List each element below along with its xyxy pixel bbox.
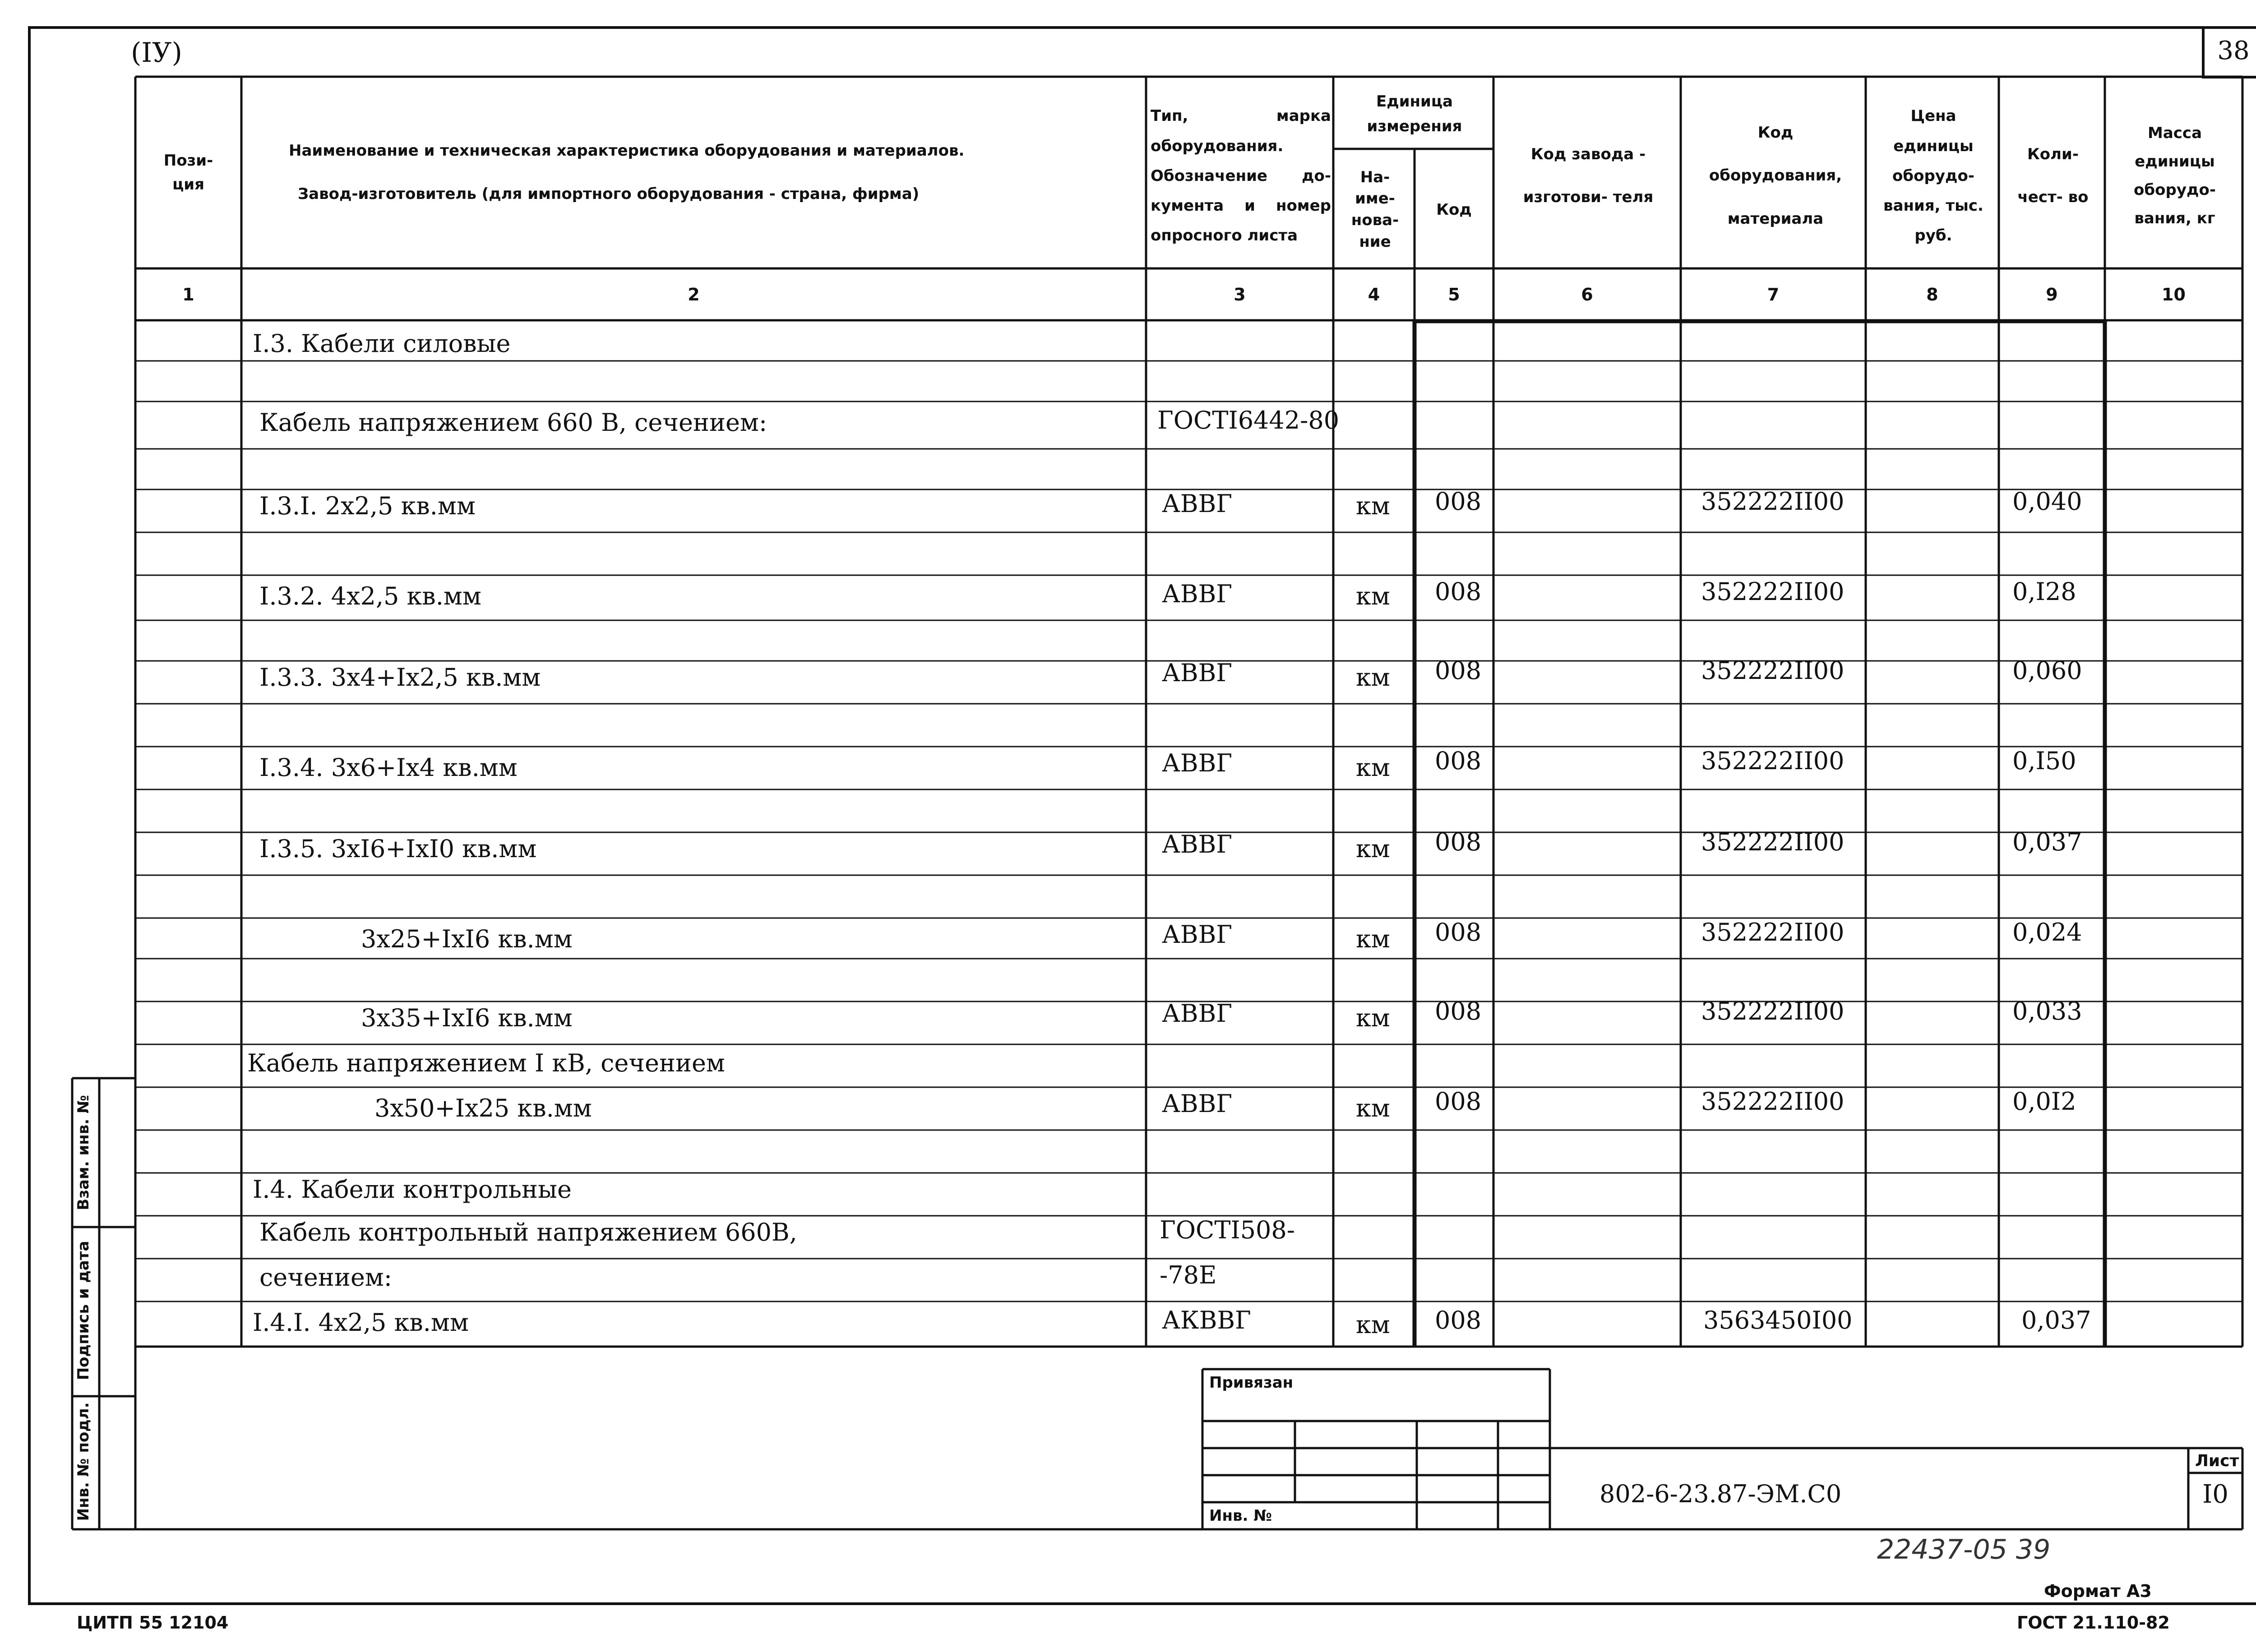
row-unit: км	[1356, 492, 1390, 520]
header-col-mass: Масса единицы оборудо- вания, кг	[2134, 124, 2216, 227]
row-type: АВВГ	[1162, 1089, 1233, 1118]
side-label-sign-date: Подпись и дата	[74, 1241, 92, 1380]
row-quantity: 0,060	[2012, 656, 2082, 685]
row-quantity: 0,024	[2012, 918, 2082, 946]
header-col-factory-code: Код завода - изготови- теля	[1523, 145, 1654, 206]
row-code: 008	[1435, 656, 1482, 685]
row-name: I.3.3. 3х4+Iх2,5 кв.мм	[259, 663, 541, 692]
row-code: 008	[1435, 487, 1482, 516]
row-unit: км	[1356, 1311, 1390, 1339]
header-col-position: Пози- ция	[163, 151, 213, 194]
handwritten-number: 22437-05 39	[1877, 1534, 2051, 1565]
row-type: АКВВГ	[1162, 1306, 1251, 1334]
row-material-code: 352222II00	[1701, 747, 1845, 775]
row-code: 008	[1435, 918, 1482, 946]
row-type: АВВГ	[1162, 830, 1233, 858]
header-col-material-code: Код оборудования, материала	[1709, 124, 1842, 228]
row-quantity: 0,0I2	[2012, 1087, 2076, 1116]
row-type: -78Е	[1160, 1261, 1217, 1289]
side-label-inv-replace: Взам. инв. №	[74, 1095, 92, 1210]
row-name: I.3.2. 4х2,5 кв.мм	[259, 582, 481, 610]
row-name: I.3.5. 3хI6+IхI0 кв.мм	[259, 835, 537, 863]
header-col-type: Тип, марка оборудования. Обозначение до- кумента и номер опросного листа	[1151, 107, 1331, 245]
row-code: 008	[1435, 1087, 1482, 1116]
row-unit: км	[1356, 582, 1390, 610]
row-code: 008	[1435, 1306, 1482, 1334]
row-type: АВВГ	[1162, 580, 1233, 608]
colnum-8: 8	[1926, 284, 1938, 305]
row-code: 008	[1435, 997, 1482, 1025]
header-col-price: Цена единицы оборудо- вания, тыс. руб.	[1883, 107, 1983, 245]
row-name: сечением:	[259, 1263, 392, 1292]
row-unit: км	[1356, 1004, 1390, 1032]
row-name: 3х35+IхI6 кв.мм	[361, 1004, 573, 1032]
row-quantity: 0,037	[2021, 1306, 2091, 1334]
stamp-sheet-value: I0	[2202, 1480, 2228, 1509]
header-col-unit-group: Единица измерения	[1367, 92, 1462, 135]
row-name: Кабель контрольный напряжением 660В,	[259, 1218, 797, 1246]
row-material-code: 352222II00	[1701, 997, 1845, 1025]
header-col-name-line1: Наименование и техническая характеристика оборудования и материалов.	[289, 142, 965, 160]
row-quantity: 0,037	[2012, 828, 2082, 856]
header-col-unit-name: На- име- нова- ние	[1351, 168, 1399, 251]
row-name: 3х25+IхI6 кв.мм	[361, 925, 573, 953]
row-name: Кабель напряжением 660 В, сечением:	[259, 408, 767, 437]
row-unit: км	[1356, 1094, 1390, 1122]
colnum-4: 4	[1368, 284, 1380, 305]
header-col-unit-code: Код	[1436, 200, 1472, 219]
row-material-code: 352222II00	[1701, 487, 1845, 516]
row-quantity: 0,033	[2012, 997, 2082, 1025]
row-material-code: 352222II00	[1701, 918, 1845, 946]
row-type: ГОСТI6442-80	[1157, 406, 1340, 434]
colnum-5: 5	[1448, 284, 1460, 305]
row-unit: км	[1356, 925, 1390, 953]
row-unit: км	[1356, 663, 1390, 692]
row-name: 3х50+Iх25 кв.мм	[374, 1094, 592, 1122]
row-name: I.4.I. 4х2,5 кв.мм	[253, 1308, 469, 1337]
row-code: 008	[1435, 577, 1482, 606]
row-unit: км	[1356, 753, 1390, 782]
row-unit: км	[1356, 835, 1390, 863]
row-name: Кабель напряжением I кВ, сечением	[247, 1049, 725, 1077]
row-type: АВВГ	[1162, 489, 1233, 518]
colnum-10: 10	[2162, 284, 2186, 305]
row-type: АВВГ	[1162, 920, 1233, 949]
row-material-code: 352222II00	[1701, 1087, 1845, 1116]
row-type: АВВГ	[1162, 749, 1233, 777]
row-type: АВВГ	[1162, 999, 1233, 1028]
stamp-privyazan: Привязан	[1209, 1374, 1294, 1392]
gost-label: ГОСТ 21.110-82	[2017, 1613, 2170, 1633]
row-material-code: 352222II00	[1701, 828, 1845, 856]
stamp-inv-no: Инв. №	[1209, 1507, 1272, 1525]
row-name: I.3. Кабели силовые	[253, 329, 511, 358]
stamp-sheet-label: Лист	[2195, 1452, 2239, 1470]
row-quantity: 0,I50	[2012, 747, 2076, 775]
sheet-mark: (IУ)	[131, 37, 182, 69]
colnum-7: 7	[1767, 284, 1780, 305]
row-name: I.3.4. 3х6+Iх4 кв.мм	[259, 753, 518, 782]
format-label: Формат А3	[2044, 1581, 2152, 1601]
colnum-6: 6	[1581, 284, 1593, 305]
stamp-doc-code: 802-6-23.87-ЭМ.С0	[1600, 1480, 1842, 1508]
row-name: I.3.I. 2х2,5 кв.мм	[259, 492, 476, 520]
printer-label: ЦИТП 55 12104	[77, 1613, 229, 1633]
row-type: АВВГ	[1162, 659, 1233, 687]
row-name: I.4. Кабели контрольные	[253, 1175, 572, 1204]
side-label-inv-original: Инв. № подл.	[74, 1402, 92, 1521]
colnum-1: 1	[182, 284, 194, 305]
row-quantity: 0,040	[2012, 487, 2082, 516]
row-material-code: 352222II00	[1701, 656, 1845, 685]
colnum-2: 2	[688, 284, 700, 305]
header-col-name-line2: Завод-изготовитель (для импортного оборудования - страна, фирма)	[298, 185, 920, 203]
header-col-quantity: Коли- чест- во	[2017, 145, 2089, 206]
row-material-code: 3563450I00	[1703, 1306, 1853, 1334]
row-type: ГОСТI508-	[1160, 1216, 1295, 1244]
row-code: 008	[1435, 828, 1482, 856]
colnum-9: 9	[2046, 284, 2058, 305]
colnum-3: 3	[1234, 284, 1246, 305]
row-material-code: 352222II00	[1701, 577, 1845, 606]
page-number: 38	[2217, 36, 2250, 65]
header-col-name	[244, 79, 1144, 266]
row-code: 008	[1435, 747, 1482, 775]
row-quantity: 0,I28	[2012, 577, 2076, 606]
